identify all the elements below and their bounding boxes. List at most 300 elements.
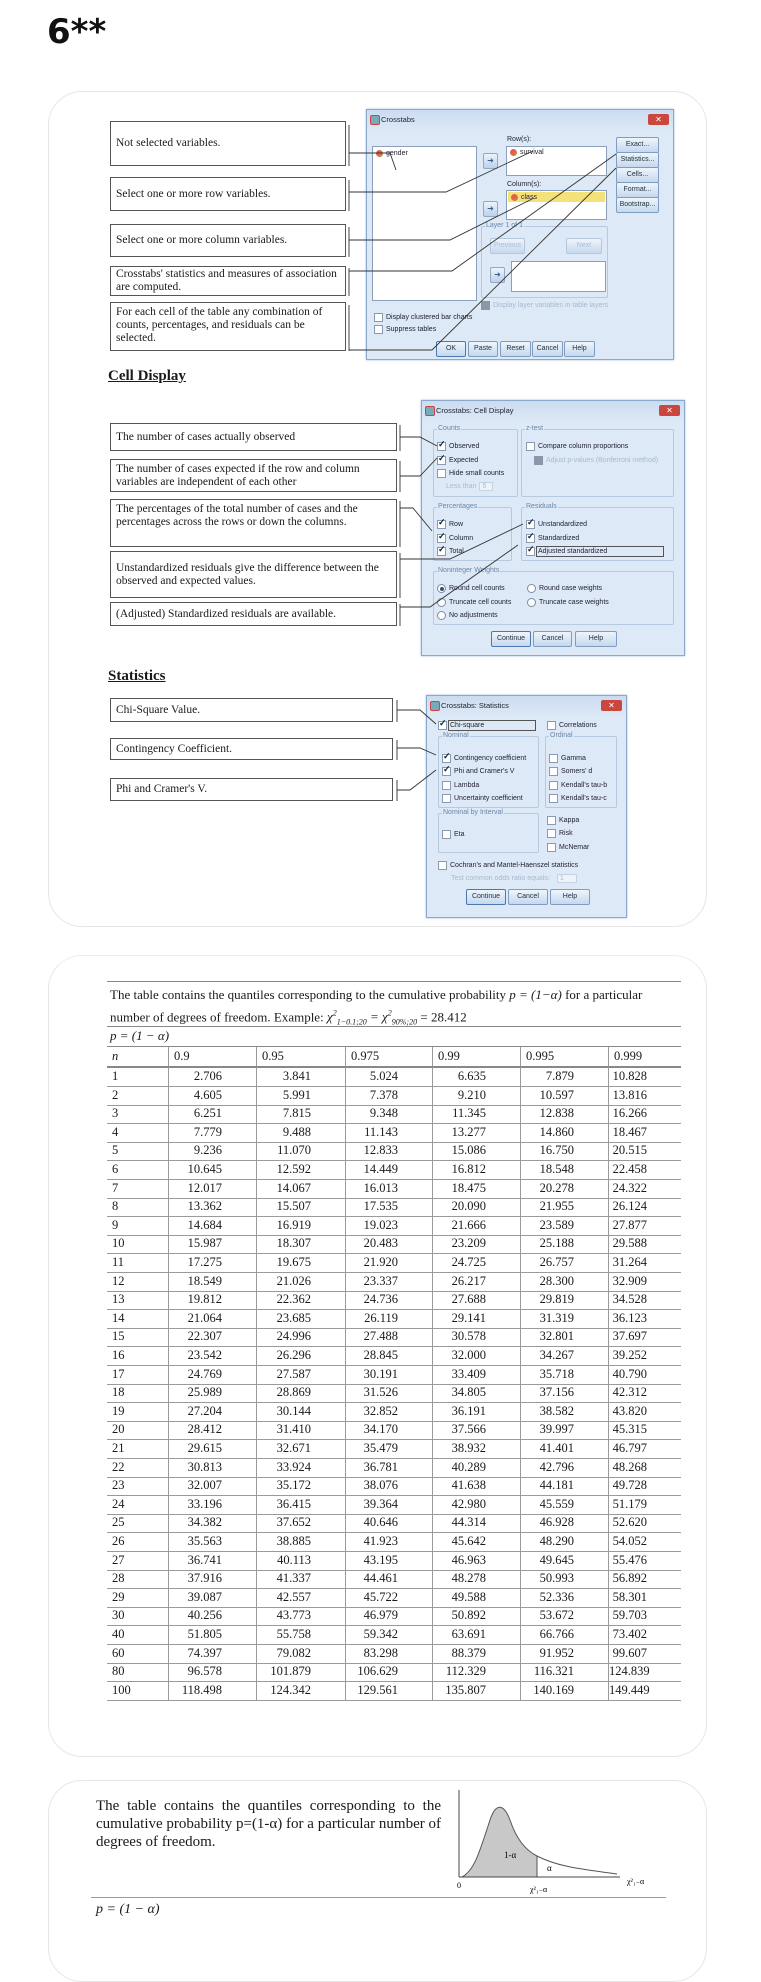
quantile-cell: 18.549 <box>168 1272 256 1291</box>
quantile-cell: 31.526 <box>345 1383 432 1402</box>
df-cell: 17 <box>112 1366 125 1381</box>
quantile-cell: 83.298 <box>345 1644 432 1663</box>
quantile-cell: 12.838 <box>520 1104 608 1123</box>
lambda-checkbox[interactable] <box>442 781 479 790</box>
truncate-case-weights-radio[interactable] <box>527 598 609 607</box>
total-checkbox[interactable] <box>437 547 464 556</box>
chi-square-checkbox[interactable] <box>438 721 534 730</box>
quantile-cell: 56.892 <box>608 1569 681 1588</box>
quantile-cell: 49.588 <box>432 1588 520 1607</box>
quantile-cell: 59.342 <box>345 1625 432 1644</box>
table-row <box>107 1234 681 1254</box>
df-cell: 80 <box>112 1664 125 1679</box>
quantile-cell: 15.086 <box>432 1141 520 1160</box>
quantile-cell: 11.070 <box>256 1141 345 1160</box>
table-row <box>107 1104 681 1124</box>
df-cell: 2 <box>112 1087 119 1102</box>
group-label: Percentages <box>438 503 478 510</box>
quantile-cell: 32.671 <box>256 1439 345 1458</box>
quantile-cell: 37.566 <box>432 1420 520 1439</box>
quantile-cell: 13.277 <box>432 1123 520 1142</box>
source-variable-list[interactable] <box>372 146 477 301</box>
df-cell: 27 <box>112 1552 125 1567</box>
checkbox <box>549 767 558 776</box>
chi-square-distribution-diagram <box>440 1780 670 1898</box>
quantile-cell: 35.479 <box>345 1439 432 1458</box>
quantile-cell: 116.321 <box>520 1662 608 1681</box>
z-test-group <box>521 425 674 497</box>
group-label: Counts <box>438 425 461 432</box>
quantile-cell: 99.607 <box>608 1644 681 1663</box>
table-row <box>107 1588 681 1608</box>
checkbox <box>547 829 556 838</box>
quantile-cell: 50.993 <box>520 1569 608 1588</box>
df-cell: 15 <box>112 1329 125 1344</box>
table-row <box>107 1179 681 1199</box>
uncertainty-coefficient-checkbox[interactable] <box>442 794 523 803</box>
table-row <box>107 1513 681 1533</box>
variable-item[interactable] <box>373 150 408 157</box>
column-checkbox[interactable] <box>437 534 473 543</box>
variable-label: class <box>521 193 537 201</box>
move-to-layer-arrow[interactable]: ➜ <box>490 267 505 283</box>
df-cell: 40 <box>112 1627 125 1641</box>
quantile-cell: 24.736 <box>345 1290 432 1309</box>
df-cell: 20 <box>112 1422 125 1437</box>
checkbox <box>547 721 556 730</box>
group-label: Nominal by Interval <box>443 809 503 816</box>
checkbox-label: Compare column proportions <box>538 443 629 450</box>
layer-list[interactable] <box>511 261 606 292</box>
quantile-cell: 5.991 <box>256 1086 345 1105</box>
quantile-cell: 41.923 <box>345 1532 432 1551</box>
alpha-label: α <box>547 1863 552 1873</box>
checkbox-label: Correlations <box>559 722 597 729</box>
quantile-cell: 39.252 <box>608 1346 681 1365</box>
noninteger-weights-group <box>433 567 674 625</box>
quantile-cell: 41.638 <box>432 1476 520 1495</box>
checkbox <box>442 754 451 763</box>
title-bar <box>427 696 626 716</box>
df-cell: 7 <box>112 1180 119 1195</box>
quantile-cell: 36.415 <box>256 1495 345 1514</box>
exact-button[interactable]: Exact... <box>616 137 659 153</box>
quantile-cell: 124.839 <box>608 1662 681 1681</box>
quantile-cell: 52.336 <box>520 1588 608 1607</box>
checkbox <box>374 325 383 334</box>
round-cell-counts-radio[interactable] <box>437 584 505 593</box>
quantile-cell: 42.796 <box>520 1458 608 1477</box>
quantile-cell: 24.769 <box>168 1365 256 1384</box>
columns-list[interactable] <box>506 190 607 220</box>
quantile-cell: 38.582 <box>520 1402 608 1421</box>
df-cell: 5 <box>112 1143 119 1158</box>
compare-column-proportions-checkbox[interactable] <box>526 442 628 451</box>
df-cell: 24 <box>112 1496 125 1511</box>
quantile-cell: 43.820 <box>608 1402 681 1421</box>
checkbox <box>549 754 558 763</box>
checkbox-label: Risk <box>559 830 573 837</box>
hide-small-counts-checkbox[interactable] <box>437 469 504 478</box>
previous-button[interactable]: Previous <box>490 238 525 254</box>
quantile-cell: 96.578 <box>168 1662 256 1681</box>
quantile-cell: 34.528 <box>608 1290 681 1309</box>
nominal-variable-icon <box>376 150 383 157</box>
df-cell: 60 <box>112 1645 125 1660</box>
expected-checkbox[interactable] <box>437 456 478 465</box>
risk-checkbox[interactable] <box>547 829 573 838</box>
variable-item-selected[interactable] <box>508 192 605 202</box>
quantile-cell: 32.909 <box>608 1272 681 1291</box>
quantile-cell: 27.488 <box>345 1327 432 1346</box>
quantile-cell: 31.410 <box>256 1420 345 1439</box>
quantile-cell: 40.646 <box>345 1513 432 1532</box>
app-icon <box>430 701 440 711</box>
annotation-statistics: Crosstabs' statistics and measures of association are computed. <box>110 266 346 296</box>
quantile-cell: 18.467 <box>608 1123 681 1142</box>
summary-p-label: p = (1 − α) <box>96 1902 160 1917</box>
quantile-cell: 16.919 <box>256 1216 345 1235</box>
quantile-cell: 7.815 <box>256 1104 345 1123</box>
cochran-mantel-haenszel-checkbox[interactable] <box>438 861 578 870</box>
ordinal-group <box>545 732 617 808</box>
annotation-cells: For each cell of the table any combination of counts, percentages, and residuals can be selected. <box>110 302 346 351</box>
quantile-cell: 26.217 <box>432 1272 520 1291</box>
quantile-cell: 31.264 <box>608 1253 681 1272</box>
quantile-cell: 21.955 <box>520 1197 608 1216</box>
table-top-rule <box>107 981 681 982</box>
correlations-checkbox[interactable] <box>547 721 597 730</box>
adjusted-standardized-checkbox[interactable] <box>526 547 662 556</box>
quantile-cell: 22.307 <box>168 1327 256 1346</box>
close-icon[interactable]: ✕ <box>659 405 680 416</box>
quantile-cell: 29.615 <box>168 1439 256 1458</box>
adjust-p-values-checkbox[interactable] <box>534 456 658 465</box>
df-cell: 13 <box>112 1292 125 1307</box>
radio-label: No adjustments <box>449 612 498 619</box>
kendall-tau-b-checkbox[interactable] <box>549 781 607 790</box>
format-button[interactable]: Format... <box>616 182 659 198</box>
cells-button[interactable]: Cells... <box>616 167 659 183</box>
checkbox <box>481 301 490 310</box>
close-icon[interactable]: ✕ <box>601 700 622 711</box>
quantile-cell: 20.483 <box>345 1234 432 1253</box>
round-case-weights-radio[interactable] <box>527 584 602 593</box>
standardized-checkbox[interactable] <box>526 534 579 543</box>
quantile-cell: 18.475 <box>432 1179 520 1198</box>
display-layer-checkbox[interactable] <box>481 301 608 310</box>
table-row <box>107 1309 681 1329</box>
quantile-cell: 46.797 <box>608 1439 681 1458</box>
unstandardized-checkbox[interactable] <box>526 520 587 529</box>
quantile-cell: 17.275 <box>168 1253 256 1272</box>
checkbox-label: McNemar <box>559 844 590 851</box>
df-cell: n <box>112 1049 119 1063</box>
checkbox <box>437 456 446 465</box>
continue-button[interactable]: Continue <box>491 631 531 647</box>
quantile-cell: 35.172 <box>256 1476 345 1495</box>
quantile-cell: 32.801 <box>520 1327 608 1346</box>
radio <box>437 611 446 620</box>
df-cell: 29 <box>112 1589 125 1604</box>
intro-text: for a particular number of degrees of freedom. Example: <box>110 987 643 1025</box>
checkbox-label: Unstandardized <box>538 521 588 528</box>
quantile-cell: 112.329 <box>432 1662 520 1681</box>
quantile-cell: 16.750 <box>520 1141 608 1160</box>
table-row <box>107 1067 681 1087</box>
paste-button[interactable]: Paste <box>468 341 498 357</box>
table-row <box>107 1365 681 1385</box>
quantile-cell: 12.017 <box>168 1179 256 1198</box>
df-cell: 21 <box>112 1441 125 1455</box>
checkbox-label: Observed <box>449 443 480 450</box>
quantile-cell: 15.507 <box>256 1197 345 1216</box>
quantile-cell: 51.805 <box>168 1625 256 1644</box>
quantile-cell: 32.007 <box>168 1476 256 1495</box>
summary-text: The table contains the quantiles corresponding to the cumulative probability p=(1-α) for a particular number of degrees of freedom. <box>96 1798 441 1850</box>
cancel-button[interactable]: Cancel <box>532 341 563 357</box>
table-row <box>107 1606 681 1626</box>
checkbox-label: Uncertainty coefficient <box>454 795 523 802</box>
gamma-checkbox[interactable] <box>549 754 586 763</box>
rows-list[interactable] <box>506 146 607 176</box>
quantile-cell: 27.877 <box>608 1216 681 1235</box>
table-rule <box>107 1026 681 1027</box>
page-title: 6** <box>47 12 107 52</box>
checkbox-label: Gamma <box>561 755 586 762</box>
df-cell: 10 <box>112 1236 125 1251</box>
checkbox-label: Contingency coefficient <box>454 755 527 762</box>
less-than-field[interactable] <box>446 482 493 491</box>
quantile-cell: 14.860 <box>520 1123 608 1142</box>
cell-display-dialog <box>421 400 685 656</box>
annotation-contingency: Contingency Coefficient. <box>110 738 393 760</box>
group-label: Nominal <box>443 732 469 739</box>
quantile-cell: 37.652 <box>256 1513 345 1532</box>
quantile-cell: 52.620 <box>608 1513 681 1532</box>
checkbox <box>442 830 451 839</box>
df-cell: 18 <box>112 1385 125 1400</box>
contingency-coefficient-checkbox[interactable] <box>442 754 526 763</box>
checkbox-label: Row <box>449 521 464 528</box>
checkbox-label: Suppress tables <box>386 326 437 333</box>
checkbox-label: Display clustered bar charts <box>386 314 473 321</box>
quantile-cell: 36.191 <box>432 1402 520 1421</box>
equals: = <box>417 1009 431 1025</box>
row-checkbox[interactable] <box>437 520 463 529</box>
table-row <box>107 1346 681 1366</box>
quantile-cell: 26.296 <box>256 1346 345 1365</box>
example-value: 28.412 <box>430 1009 467 1025</box>
checkbox-label: Kendall's tau-c <box>561 795 607 802</box>
quantile-cell: 27.587 <box>256 1365 345 1384</box>
quantile-cell: 7.378 <box>345 1086 432 1105</box>
checkbox <box>374 313 383 322</box>
quantile-cell: 20.515 <box>608 1141 681 1160</box>
bootstrap-button[interactable]: Bootstrap... <box>616 197 659 213</box>
p-label: p = (1 − α) <box>110 1028 170 1043</box>
kappa-checkbox[interactable] <box>547 816 579 825</box>
dialog-title: Crosstabs: Cell Display <box>436 406 514 415</box>
quantile-cell: 0.99 <box>432 1047 520 1066</box>
quantile-cell: 21.666 <box>432 1216 520 1235</box>
quantile-cell: 41.337 <box>256 1569 345 1588</box>
checkbox-label: Display layer variables in table layers <box>493 302 609 309</box>
checkbox <box>526 520 535 529</box>
df-cell: 26 <box>112 1534 125 1548</box>
odds-ratio-input[interactable]: 1 <box>557 874 577 883</box>
quantile-cell: 19.812 <box>168 1290 256 1309</box>
df-cell: 30 <box>112 1608 125 1623</box>
table-row <box>107 1551 681 1571</box>
radio <box>437 598 446 607</box>
table-row <box>107 1272 681 1292</box>
quantile-cell: 14.684 <box>168 1216 256 1235</box>
annotation-standardized: (Adjusted) Standardized residuals are available. <box>110 602 397 626</box>
ok-button[interactable]: OK <box>436 341 466 357</box>
df-cell: 19 <box>112 1403 125 1418</box>
quantile-cell: 9.348 <box>345 1104 432 1123</box>
clustered-bar-charts-checkbox[interactable] <box>374 313 472 322</box>
cancel-button[interactable]: Cancel <box>508 889 548 905</box>
observed-checkbox[interactable] <box>437 442 479 451</box>
help-button[interactable]: Help <box>564 341 595 357</box>
df-cell: 23 <box>112 1478 125 1493</box>
radio-label: Round cell counts <box>449 585 505 592</box>
quantile-cell: 129.561 <box>345 1681 432 1700</box>
no-adjustments-radio[interactable] <box>437 611 498 620</box>
close-icon[interactable]: ✕ <box>648 114 669 125</box>
quantile-cell: 0.999 <box>608 1047 681 1066</box>
cancel-button[interactable]: Cancel <box>533 631 572 647</box>
df-cell: 11 <box>112 1255 125 1269</box>
checkbox <box>438 861 447 870</box>
phi-cramers-v-checkbox[interactable] <box>442 767 514 776</box>
quantile-cell: 2.706 <box>168 1067 256 1086</box>
nominal-group <box>438 732 539 808</box>
percentages-group <box>433 503 512 561</box>
group-label: z-test <box>526 425 544 432</box>
quantile-cell: 25.188 <box>520 1234 608 1253</box>
checkbox-label: Lambda <box>454 782 480 789</box>
continue-button[interactable]: Continue <box>466 889 506 905</box>
quantile-cell: 11.345 <box>432 1104 520 1123</box>
checkbox <box>526 534 535 543</box>
radio-label: Truncate case weights <box>539 599 609 606</box>
truncate-cell-counts-radio[interactable] <box>437 598 511 607</box>
quantile-cell: 79.082 <box>256 1644 345 1663</box>
quantile-cell: 0.995 <box>520 1047 608 1066</box>
example-formula: $\chi^2_{1-0.1;20} = \chi^2_{90\%;20}$ <box>326 1009 418 1027</box>
df-cell: 1 <box>112 1069 119 1083</box>
help-button[interactable]: Help <box>575 631 617 647</box>
quantile-cell: 30.191 <box>345 1365 432 1384</box>
next-button[interactable]: Next <box>566 238 602 254</box>
quantile-cell: 28.300 <box>520 1272 608 1291</box>
quantile-cell: 37.156 <box>520 1383 608 1402</box>
quantile-cell: 7.879 <box>520 1067 608 1086</box>
quantile-cell: 34.805 <box>432 1383 520 1402</box>
kendall-tau-c-checkbox[interactable] <box>549 794 607 803</box>
quantile-cell: 10.828 <box>608 1067 681 1086</box>
quantile-cell: 42.312 <box>608 1383 681 1402</box>
quantile-cell: 45.722 <box>345 1588 432 1607</box>
quantile-cell: 44.314 <box>432 1513 520 1532</box>
radio <box>437 584 446 593</box>
quantile-cell: 91.952 <box>520 1644 608 1663</box>
quantile-cell: 58.301 <box>608 1588 681 1607</box>
quantile-cell: 50.892 <box>432 1606 520 1625</box>
checkbox <box>549 781 558 790</box>
origin-label: 0 <box>457 1881 461 1890</box>
table-row <box>107 1420 681 1440</box>
odds-ratio-field[interactable] <box>451 874 577 883</box>
intro-text: The table contains the quantiles corresponding to the cumulative probability <box>110 987 510 1002</box>
checkbox <box>442 781 451 790</box>
quantile-cell: 16.266 <box>608 1104 681 1123</box>
quantile-cell: 0.9 <box>168 1047 256 1066</box>
quantile-cell: 101.879 <box>256 1662 345 1681</box>
quantile-cell: 59.703 <box>608 1606 681 1625</box>
checkbox-label: Cochran's and Mantel-Haenszel statistics <box>450 862 579 869</box>
quantile-cell: 40.790 <box>608 1365 681 1384</box>
quantile-cell: 53.672 <box>520 1606 608 1625</box>
quantile-cell: 38.885 <box>256 1532 345 1551</box>
quantile-cell: 33.409 <box>432 1365 520 1384</box>
area-1-minus-alpha <box>462 1807 537 1877</box>
eta-checkbox[interactable] <box>442 830 465 839</box>
quantile-cell: 30.813 <box>168 1458 256 1477</box>
move-to-columns-arrow[interactable]: ➜ <box>483 201 498 217</box>
quantile-cell: 9.488 <box>256 1123 345 1142</box>
quantile-cell: 10.645 <box>168 1160 256 1179</box>
df-cell: 4 <box>112 1124 119 1139</box>
less-than-input[interactable]: 5 <box>479 482 493 491</box>
df-cell: 22 <box>112 1459 125 1474</box>
help-button[interactable]: Help <box>550 889 590 905</box>
quantile-cell: 73.402 <box>608 1625 681 1644</box>
variable-item[interactable] <box>507 149 544 156</box>
quantile-cell: 19.023 <box>345 1216 432 1235</box>
quantile-cell: 140.169 <box>520 1681 608 1700</box>
table-row <box>107 1086 681 1106</box>
somers-d-checkbox[interactable] <box>549 767 592 776</box>
checkbox-label: Kendall's tau-b <box>561 782 608 789</box>
suppress-tables-checkbox[interactable] <box>374 325 436 334</box>
table-row <box>107 1625 681 1645</box>
df-cell: 12 <box>112 1273 125 1288</box>
checkbox <box>547 843 556 852</box>
annotation-percentages: The percentages of the total number of cases and the percentages across the rows or down the columns. <box>110 499 397 547</box>
df-cell: 3 <box>112 1106 119 1121</box>
quantile-cell: 34.267 <box>520 1346 608 1365</box>
move-to-rows-arrow[interactable]: ➜ <box>483 153 498 169</box>
statistics-button[interactable]: Statistics... <box>616 152 659 168</box>
mcnemar-checkbox[interactable] <box>547 843 589 852</box>
quantile-cell: 15.987 <box>168 1234 256 1253</box>
crosstabs-dialog <box>366 109 674 360</box>
checkbox <box>526 547 535 556</box>
reset-button[interactable]: Reset <box>500 341 531 357</box>
quantile-cell: 0.975 <box>345 1047 432 1066</box>
quantile-cell: 4.605 <box>168 1086 256 1105</box>
quantile-cell: 9.210 <box>432 1086 520 1105</box>
quantile-cell: 23.589 <box>520 1216 608 1235</box>
checkbox-label: Phi and Cramer's V <box>454 768 515 775</box>
quantile-cell: 12.833 <box>345 1141 432 1160</box>
table-row <box>107 1569 681 1589</box>
statistics-dialog <box>426 695 627 918</box>
